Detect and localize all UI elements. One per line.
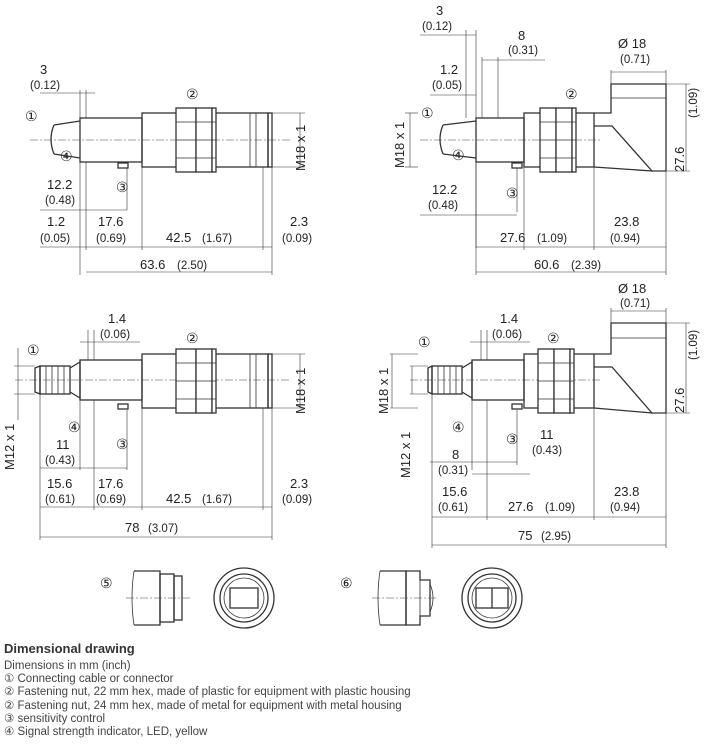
dim-11-in-c: (0.43) <box>45 455 76 467</box>
view-straight-cable <box>25 62 312 275</box>
callout-4-d: ④ <box>452 419 465 435</box>
dim-17-6-in-c: (0.69) <box>96 494 127 506</box>
dim-2-3: 2.3 <box>290 214 309 229</box>
dim-63-6: 63.6 <box>140 257 166 272</box>
dim-m18: M18 x 1 <box>293 124 308 171</box>
callout-3: ③ <box>116 179 129 195</box>
dim-d18-in-b: (0.71) <box>620 54 651 66</box>
dim-8-in-b: (0.31) <box>508 45 539 57</box>
dim-1-2-b: 1.2 <box>440 62 459 77</box>
dim-23-8-b: 23.8 <box>614 214 640 229</box>
dim-42-5-in-c: (1.67) <box>202 494 233 506</box>
dim-27-6-b: 27.6 <box>672 146 687 172</box>
callout-1-d: ① <box>418 334 431 350</box>
dim-12-2-in-b: (0.48) <box>428 200 459 212</box>
dim-3-in: (0.12) <box>30 80 61 92</box>
detail-6 <box>340 568 522 628</box>
dim-1-4-in-c: (0.06) <box>100 329 131 341</box>
dim-27-6-in-d: (1.09) <box>688 329 700 360</box>
callout-3-b: ③ <box>506 185 519 201</box>
callout-4-b: ④ <box>452 147 465 163</box>
dim-11-in-d: (0.43) <box>532 445 563 457</box>
dim-2-3-in-c: (0.09) <box>282 494 313 506</box>
dim-d18-in-d: (0.71) <box>620 298 651 310</box>
view-straight-connector <box>2 311 312 540</box>
dim-11-d: 11 <box>540 427 554 442</box>
dim-d18-b: Ø 18 <box>618 36 647 51</box>
dim-27-6-h-in-b: (1.09) <box>537 233 568 245</box>
dim-8-b: 8 <box>518 28 526 43</box>
dim-78-c: 78 <box>125 520 140 535</box>
view-angled-cable <box>392 3 700 275</box>
callout-1-b: ① <box>421 105 434 121</box>
dim-m18-b: M18 x 1 <box>392 121 407 168</box>
dim-1-4-d: 1.4 <box>500 311 519 326</box>
dim-3-in-b: (0.12) <box>422 21 453 33</box>
dim-15-6-c: 15.6 <box>47 476 73 491</box>
dim-m12-c: M12 x 1 <box>2 423 17 470</box>
dim-63-6-in: (2.50) <box>177 260 208 272</box>
dim-27-6-h-in-d: (1.09) <box>545 502 576 514</box>
dim-15-6-d: 15.6 <box>442 484 468 499</box>
caption-item-1: ① Connecting cable or connector <box>4 673 174 686</box>
caption-item-2a: ② Fastening nut, 22 mm hex, made of plastic for equipment with plastic housing <box>4 686 411 699</box>
caption-item-4: ④ Signal strength indicator, LED, yellow <box>4 726 208 739</box>
dim-60-6-b: 60.6 <box>534 257 560 272</box>
caption <box>4 641 704 739</box>
view-angled-connector <box>376 281 700 548</box>
callout-4-c: ④ <box>68 419 81 435</box>
dim-m18-d: M18 x 1 <box>376 367 391 414</box>
dim-60-6-in-b: (2.39) <box>571 260 602 272</box>
callout-2-d: ② <box>547 330 560 346</box>
dim-75-d: 75 <box>518 528 533 543</box>
dim-12-2: 12.2 <box>47 177 73 192</box>
dim-1-2-in: (0.05) <box>40 233 71 245</box>
callout-3-d: ③ <box>506 431 519 447</box>
dim-15-6-in-c: (0.61) <box>45 494 76 506</box>
dim-75-in-d: (2.95) <box>541 531 572 543</box>
dim-42-5-c: 42.5 <box>166 491 192 506</box>
callout-5: ⑤ <box>100 575 113 591</box>
dim-3-b: 3 <box>436 3 444 18</box>
callout-2-c: ② <box>186 330 199 346</box>
dim-2-3-c: 2.3 <box>290 476 309 491</box>
dim-12-2-in: (0.48) <box>45 195 76 207</box>
dim-3: 3 <box>40 62 48 77</box>
caption-item-3: ③ sensitivity control <box>4 712 106 725</box>
dim-8-in-d: (0.31) <box>438 465 469 477</box>
dim-27-6-in-b: (1.09) <box>688 87 700 118</box>
callout-6: ⑥ <box>340 575 353 591</box>
dim-1-2: 1.2 <box>47 214 66 229</box>
callout-3-c: ③ <box>116 436 129 452</box>
dim-27-6-h-d: 27.6 <box>508 499 534 514</box>
dim-27-6-d: 27.6 <box>672 387 687 413</box>
dim-17-6-in: (0.69) <box>96 233 127 245</box>
caption-units: Dimensions in mm (inch) <box>4 660 131 672</box>
dim-23-8-d: 23.8 <box>614 484 640 499</box>
dim-27-6-h-b: 27.6 <box>500 230 526 245</box>
caption-title: Dimensional drawing <box>4 641 135 656</box>
detail-5 <box>100 568 274 628</box>
dim-17-6-c: 17.6 <box>98 476 124 491</box>
dim-42-5-in: (1.67) <box>202 233 233 245</box>
dim-1-4-in-d: (0.06) <box>492 329 523 341</box>
callout-4: ④ <box>60 148 73 164</box>
dim-2-3-in: (0.09) <box>282 233 313 245</box>
dim-d18-d: Ø 18 <box>618 281 647 296</box>
caption-item-2b: ② Fastening nut, 24 mm hex, made of metal for equipment with metal housing <box>4 699 402 712</box>
callout-2: ② <box>186 86 199 102</box>
dim-15-6-in-d: (0.61) <box>438 502 469 514</box>
dim-23-8-in-d: (0.94) <box>610 502 641 514</box>
dim-23-8-in-b: (0.94) <box>610 233 641 245</box>
dim-8-d: 8 <box>452 447 460 462</box>
dim-m12-d: M12 x 1 <box>398 431 413 478</box>
dim-12-2-b: 12.2 <box>432 182 458 197</box>
dim-17-6: 17.6 <box>98 214 124 229</box>
callout-2-b: ② <box>565 86 578 102</box>
dim-1-2-in-b: (0.05) <box>432 80 463 92</box>
dim-78-in-c: (3.07) <box>148 523 179 535</box>
dim-1-4-c: 1.4 <box>108 311 127 326</box>
dim-42-5: 42.5 <box>166 230 192 245</box>
dim-11-c: 11 <box>56 437 70 452</box>
dim-m18-c: M18 x 1 <box>293 367 308 414</box>
callout-1-c: ① <box>27 342 40 358</box>
callout-1: ① <box>25 108 38 124</box>
